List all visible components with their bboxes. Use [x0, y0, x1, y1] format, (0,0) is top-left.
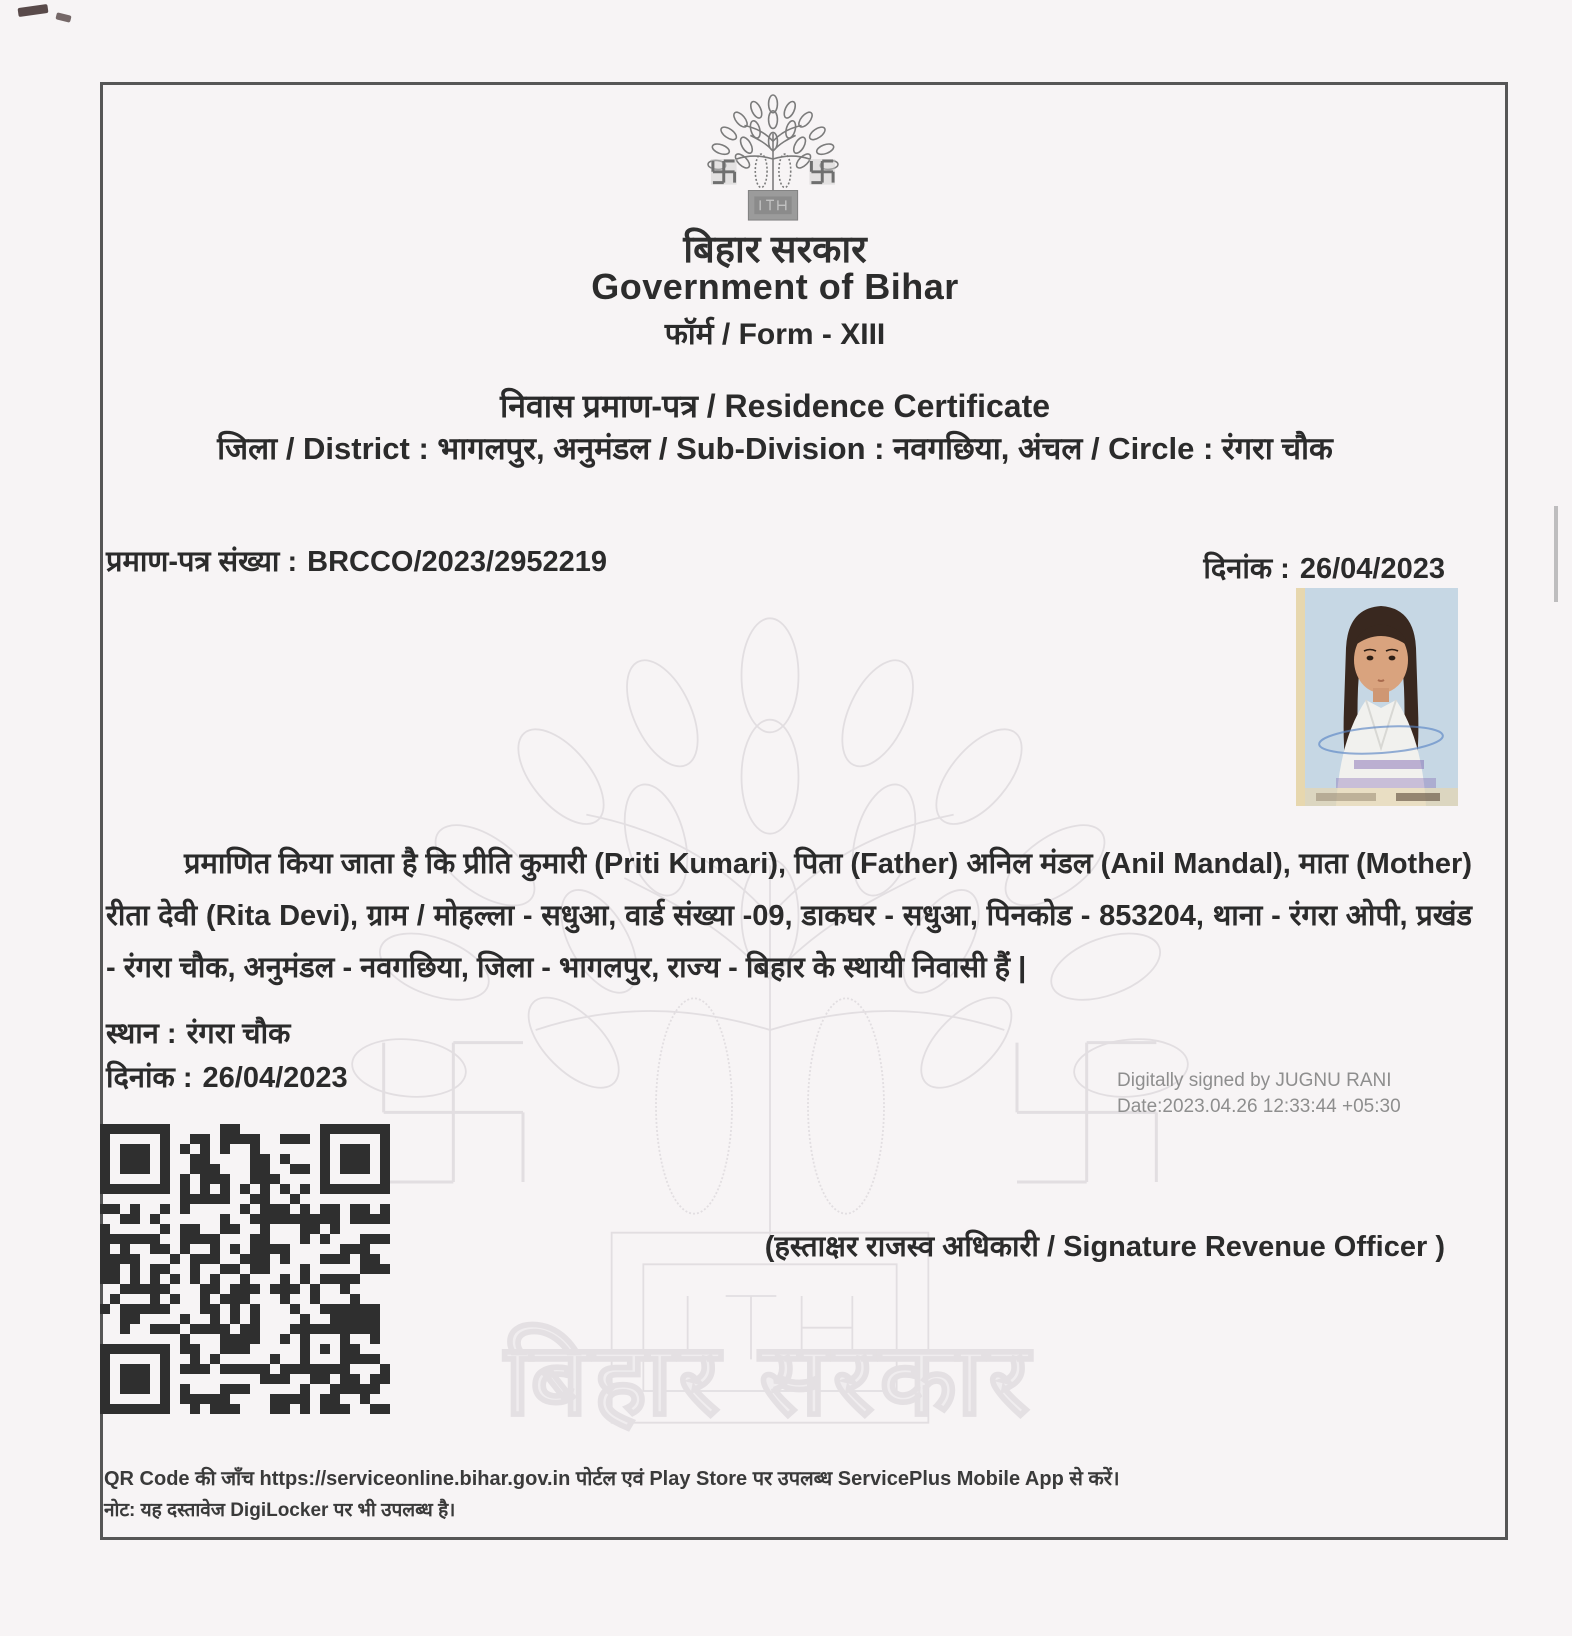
digital-signature-note — [1117, 1068, 1401, 1120]
certificate-number-row — [106, 541, 607, 580]
certificate-number-label: प्रमाण-पत्र संख्या : — [106, 546, 298, 578]
footer-digilocker-note: नोट: यह दस्तावेज DigiLocker पर भी उपलब्ध है। — [104, 1500, 456, 1521]
bihar-government-emblem-icon — [697, 94, 849, 224]
form-title: फॉर्म / Form - XIII — [664, 318, 886, 351]
scan-speck — [18, 4, 49, 17]
issue-date-bottom-value: 26/04/2023 — [202, 1062, 348, 1094]
signature-revenue-officer-caption: (हस्ताक्षर राजस्व अधिकारी / Signature Revenue Officer ) — [764, 1231, 1445, 1263]
certificate-title: निवास प्रमाण-पत्र / Residence Certificate — [499, 388, 1051, 424]
issue-date-top-label: दिनांक : — [1203, 553, 1290, 585]
place-row — [106, 1013, 290, 1052]
place-value: रंगरा चौक — [186, 1018, 291, 1050]
scan-edge-shadow — [1554, 506, 1558, 602]
watermark-text: बिहार सरकार — [504, 1324, 1036, 1436]
place-label: स्थान : — [106, 1018, 177, 1050]
applicant-photo — [1296, 588, 1458, 806]
digital-signature-line1: Digitally signed by JUGNU RANI — [1117, 1070, 1392, 1091]
qr-code — [100, 1124, 390, 1414]
issue-date-bottom-label: दिनांक : — [106, 1062, 193, 1094]
org-name-hindi: बिहार सरकार — [683, 229, 867, 271]
issue-date-top-row — [1203, 548, 1445, 587]
district-subdivision-circle-line: जिला / District : भागलपुर, अनुमंडल / Sub-Division : नवगछिया, अंचल / Circle : रंगरा चौक — [217, 431, 1333, 466]
org-name-english: Government of Bihar — [591, 266, 959, 307]
certificate-number-value: BRCCO/2023/2952219 — [307, 546, 607, 578]
scan-speck — [55, 12, 71, 22]
digital-signature-line2: Date:2023.04.26 12:33:44 +05:30 — [1117, 1096, 1401, 1117]
qr-code-pattern — [100, 1124, 390, 1414]
issue-date-top-value: 26/04/2023 — [1299, 553, 1445, 585]
issue-date-bottom-row — [106, 1057, 348, 1096]
certificate-body-text: प्रमाणित किया जाता है कि प्रीति कुमारी (Priti Kumari), पिता (Father) अनिल मंडल (Anil Mandal), माता (Mother) रीता देवी (Rita Devi), ग्राम / मोहल्ला - सधुआ, वार्ड संख्या -09, डाकघर - सधुआ, पिनकोड - 853204, थाना - रंगरा ओपी, प्रखंड - रंगरा चौक, अनुमंडल - नवगछिया, जिला - भागलपुर, राज्य - बिहार के स्थायी निवासी हैं | — [106, 848, 1472, 984]
footer-qr-instruction: QR Code की जाँच https://serviceonline.bihar.gov.in पोर्टल एवं Play Store पर उपलब्ध ServicePlus Mobile App से करें। — [104, 1468, 1120, 1490]
